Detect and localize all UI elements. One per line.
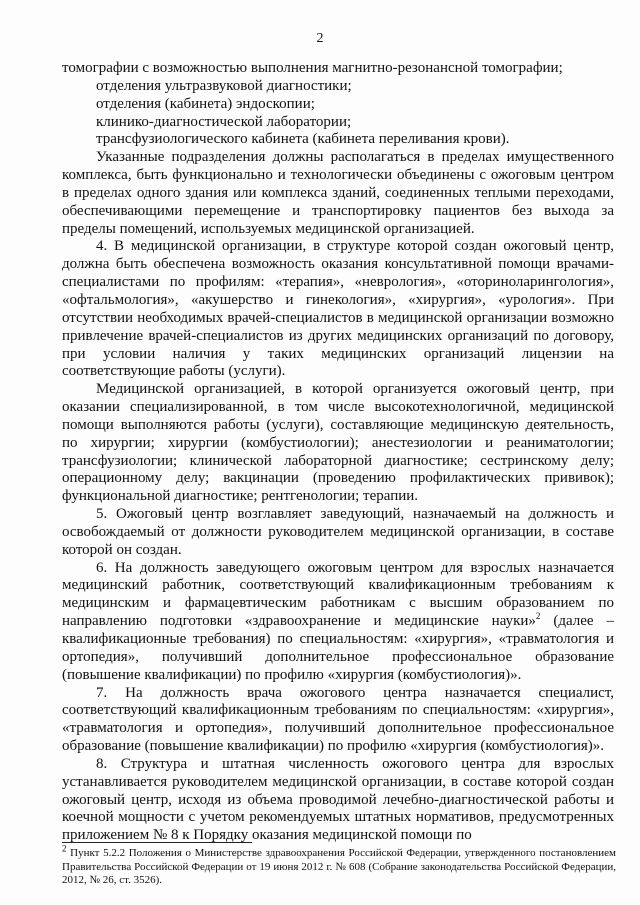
paragraph-item-6-part-a: 6. На должность заведующего ожоговым центром для взрослых назначается медицинский работник, соответствующий квалификационным требованиям к медицинским и фармацевтическим работникам с высшим образованием по направлению подготовки «здравоохранение и медицинские науки» (62, 559, 614, 630)
document-body (62, 60, 614, 845)
paragraph-continuation: томографии с возможностью выполнения магнитно-резонансной томографии; (62, 60, 563, 76)
paragraph-item-4: 4. В медицинской организации, в структуре которой создан ожоговый центр, должна быть обеспечена возможность оказания консультативной помощи врачами-специалистами по профилям: «терапия», «неврология», «оториноларингология», «офтальмология», «акушерство и гинекология», «хирургия», «урология». При отсутствии необходимых врачей-специалистов в медицинской организации возможно привлечение врачей-специалистов из других медицинских организаций по договору, при условии наличия у таких медицинских организаций лицензии на соответствующие работы (услуги). (62, 238, 614, 380)
paragraph-item-5: 5. Ожоговый центр возглавляет заведующий, назначаемый на должность и освобождаемый от должности руководителем медицинской организации, в составе которой он создан. (62, 506, 614, 558)
list-item-transfusion: трансфузиологического кабинета (кабинета переливания крови). (96, 131, 510, 148)
list-item-laboratory: клинико-диагностической лаборатории; (96, 113, 352, 130)
paragraph-item-6-part-b: (далее – квалификационные требования) по специальностям: «хирургия», «травматология и ортопедия», получивший дополнительное профессиональное образование (повышение квалификации) по профилю «хирургия (комбустиология)». (62, 613, 614, 683)
paragraph-item-8: 8. Структура и штатная численность ожогового центра для взрослых устанавливается руководителем медицинской организации, в составе которой создан ожоговый центр, исходя из объема проводимой лечебно-диагностической работы и коечной мощности с учетом рекомендуемых штатных нормативов, предусмотренных приложением № 8 к Порядку оказания медицинской помощи по (62, 755, 614, 844)
footnote-divider (62, 842, 252, 843)
footnote-reference[interactable]: 2 (535, 611, 541, 622)
footnote (62, 843, 616, 888)
list-item-ultrasound: отделения ультразвуковой диагностики; (96, 77, 352, 94)
paragraph-item-7: 7. На должность врача ожогового центра назначается специалист, соответствующий квалификационным требованиям по специальностям: «хирургия», «травматология и ортопедия», получивший дополнительное профессиональное образование (повышение квалификации) по профилю «хирургия (комбустиология)». (62, 684, 614, 755)
paragraph-location: Указанные подразделения должны располагаться в пределах имущественного комплекса, быть функционально и технологически объединены с ожоговым центром в пределах одного здания или комплекса зданий, соединенных теплыми переходами, обеспечивающими перемещение и транспортировку пациентов без выхода за пределы помещений, используемых медицинской организацией. (62, 149, 614, 237)
list-item-endoscopy: отделения (кабинета) эндоскопии; (96, 95, 315, 112)
footnote-mark: 2 (62, 843, 67, 854)
paragraph-item-6 (62, 560, 614, 685)
footnote-text: Пункт 5.2.2 Положения о Министерстве здравоохранения Российской Федерации, утвержденного постановлением Правительства Российской Федерации от 19 июня 2012 г. № 608 (Собрание законодательства Российской Федерации, 2012, № 26, ст. 3526). (62, 847, 616, 886)
page-number: 2 (316, 31, 324, 46)
paragraph-services: Медицинской организацией, в которой организуется ожоговый центр, при оказании специализированной, в том числе высокотехнологичной, медицинской помощи выполняются работы (услуги), составляющие медицинскую деятельность, по хирургии; хирургии (комбустиологии); анестезиологии и реаниматологии; трансфузиологии; клинической лабораторной диагностике; сестринскому делу; операционному делу; вакцинации (проведению профилактических прививок); функциональной диагностике; рентгенологии; терапии. (62, 381, 614, 505)
